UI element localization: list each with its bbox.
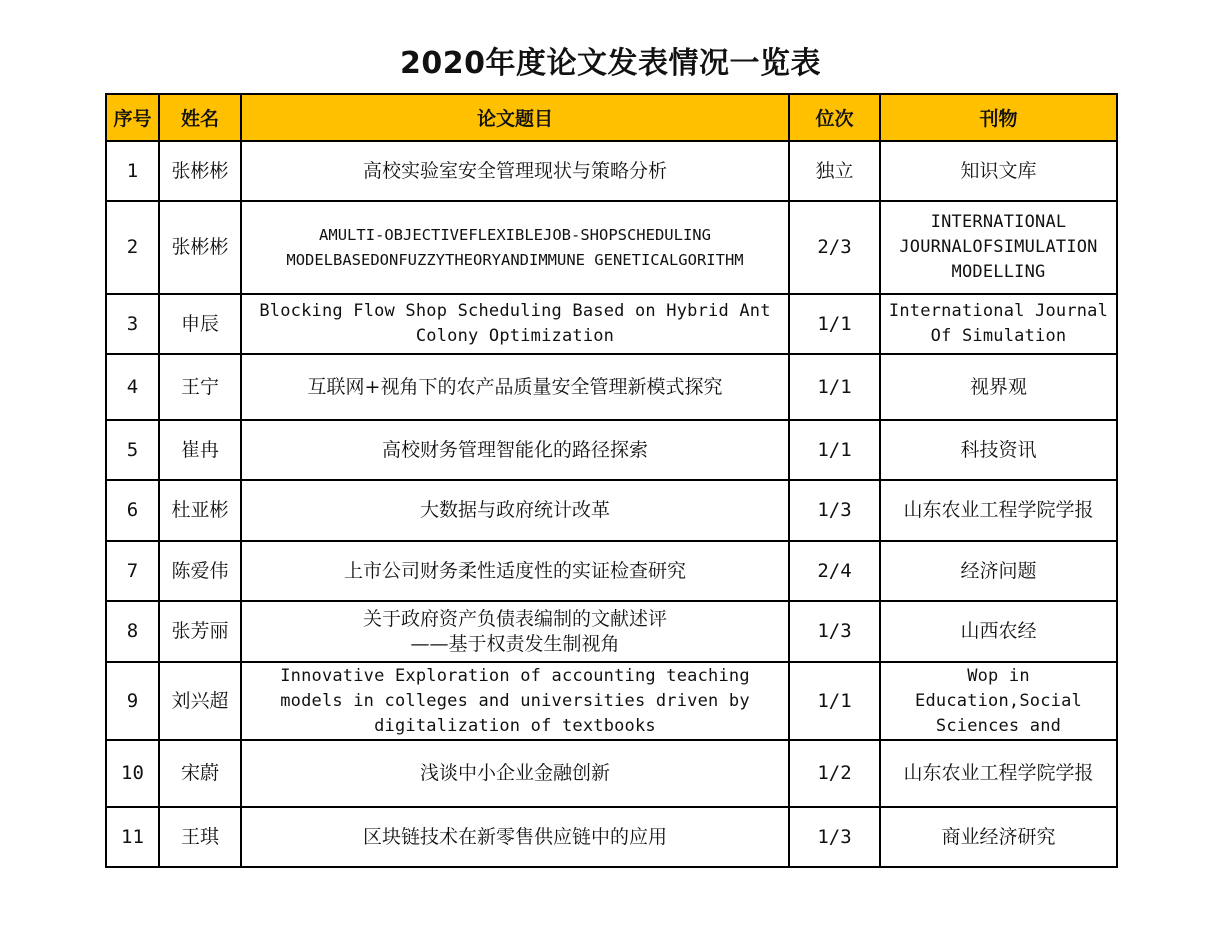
cell-rank: 2/4 bbox=[789, 541, 880, 601]
table-row bbox=[106, 294, 1117, 354]
cell-paper-title: 大数据与政府统计改革 bbox=[241, 480, 789, 541]
cell-name: 崔冉 bbox=[159, 420, 241, 480]
cell-journal: 经济问题 bbox=[880, 541, 1117, 601]
cell-name: 张彬彬 bbox=[159, 141, 241, 201]
cell-seq: 10 bbox=[106, 740, 159, 807]
cell-journal: INTERNATIONAL JOURNALOFSIMULATION MODELLING bbox=[880, 201, 1117, 294]
header-seq: 序号 bbox=[106, 94, 159, 141]
cell-rank: 1/3 bbox=[789, 480, 880, 541]
table-row bbox=[106, 420, 1117, 480]
table-row bbox=[106, 480, 1117, 541]
cell-seq: 9 bbox=[106, 662, 159, 740]
table-row bbox=[106, 601, 1117, 662]
cell-rank: 2/3 bbox=[789, 201, 880, 294]
table-row bbox=[106, 740, 1117, 807]
page-title: 2020年度论文发表情况一览表 bbox=[400, 46, 821, 81]
cell-seq: 4 bbox=[106, 354, 159, 420]
cell-journal: 知识文库 bbox=[880, 141, 1117, 201]
cell-paper-title: 关于政府资产负债表编制的文献述评 ——基于权责发生制视角 bbox=[241, 601, 789, 662]
cell-name: 宋蔚 bbox=[159, 740, 241, 807]
cell-journal: 山东农业工程学院学报 bbox=[880, 480, 1117, 541]
cell-journal: 科技资讯 bbox=[880, 420, 1117, 480]
table-row bbox=[106, 662, 1117, 740]
cell-seq: 7 bbox=[106, 541, 159, 601]
cell-seq: 8 bbox=[106, 601, 159, 662]
cell-name: 申辰 bbox=[159, 294, 241, 354]
cell-journal: 山东农业工程学院学报 bbox=[880, 740, 1117, 807]
cell-name: 王琪 bbox=[159, 807, 241, 867]
table-row bbox=[106, 141, 1117, 201]
cell-name: 陈爱伟 bbox=[159, 541, 241, 601]
table-header-row bbox=[106, 94, 1117, 141]
table-row bbox=[106, 807, 1117, 867]
cell-rank: 1/2 bbox=[789, 740, 880, 807]
cell-seq: 3 bbox=[106, 294, 159, 354]
header-journal: 刊物 bbox=[880, 94, 1117, 141]
cell-rank: 1/1 bbox=[789, 420, 880, 480]
table-row bbox=[106, 201, 1117, 294]
header-name: 姓名 bbox=[159, 94, 241, 141]
cell-journal: 商业经济研究 bbox=[880, 807, 1117, 867]
cell-paper-title: 高校实验室安全管理现状与策略分析 bbox=[241, 141, 789, 201]
table-row bbox=[106, 354, 1117, 420]
cell-name: 王宁 bbox=[159, 354, 241, 420]
cell-seq: 11 bbox=[106, 807, 159, 867]
cell-paper-title: 区块链技术在新零售供应链中的应用 bbox=[241, 807, 789, 867]
cell-journal: Wop in Education,Social Sciences and bbox=[880, 662, 1117, 740]
cell-name: 张彬彬 bbox=[159, 201, 241, 294]
cell-name: 杜亚彬 bbox=[159, 480, 241, 541]
cell-paper-title: 上市公司财务柔性适度性的实证检查研究 bbox=[241, 541, 789, 601]
cell-rank: 1/3 bbox=[789, 807, 880, 867]
cell-name: 刘兴超 bbox=[159, 662, 241, 740]
cell-seq: 6 bbox=[106, 480, 159, 541]
cell-paper-title: AMULTI-OBJECTIVEFLEXIBLEJOB-SHOPSCHEDULING MODELBASEDONFUZZYTHEORYANDIMMUNE GENETICALGORITHM bbox=[241, 201, 789, 294]
cell-paper-title: 浅谈中小企业金融创新 bbox=[241, 740, 789, 807]
cell-seq: 1 bbox=[106, 141, 159, 201]
cell-seq: 5 bbox=[106, 420, 159, 480]
cell-rank: 1/1 bbox=[789, 662, 880, 740]
cell-rank: 独立 bbox=[789, 141, 880, 201]
cell-paper-title: Blocking Flow Shop Scheduling Based on Hybrid Ant Colony Optimization bbox=[241, 294, 789, 354]
cell-seq: 2 bbox=[106, 201, 159, 294]
cell-journal: International Journal Of Simulation bbox=[880, 294, 1117, 354]
cell-paper-title: Innovative Exploration of accounting teaching models in colleges and universities driven by digitalization of textbooks bbox=[241, 662, 789, 740]
cell-rank: 1/1 bbox=[789, 354, 880, 420]
header-rank: 位次 bbox=[789, 94, 880, 141]
cell-journal: 视界观 bbox=[880, 354, 1117, 420]
cell-journal: 山西农经 bbox=[880, 601, 1117, 662]
cell-paper-title: 互联网+视角下的农产品质量安全管理新模式探究 bbox=[241, 354, 789, 420]
header-paper-title: 论文题目 bbox=[241, 94, 789, 141]
publications-table bbox=[105, 93, 1118, 868]
cell-name: 张芳丽 bbox=[159, 601, 241, 662]
cell-paper-title: 高校财务管理智能化的路径探索 bbox=[241, 420, 789, 480]
cell-rank: 1/3 bbox=[789, 601, 880, 662]
table-row bbox=[106, 541, 1117, 601]
cell-rank: 1/1 bbox=[789, 294, 880, 354]
